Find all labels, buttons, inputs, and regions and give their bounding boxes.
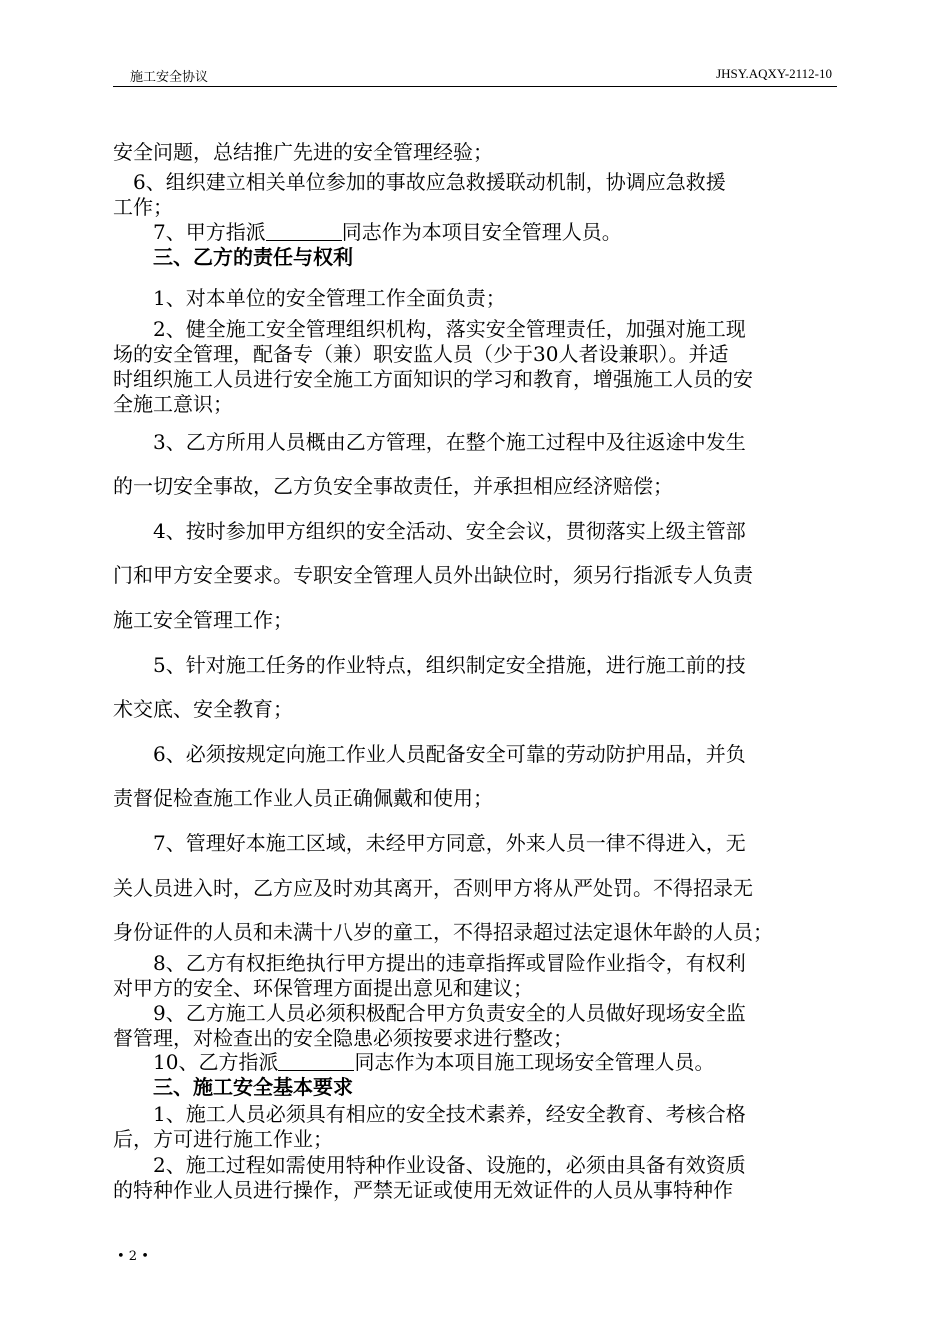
body-line: 身份证件的人员和未满十八岁的童工，不得招录超过法定退休年龄的人员； — [113, 920, 773, 944]
page-number: • 2 • — [117, 1249, 149, 1264]
body-line: 7、管理好本施工区域，未经甲方同意，外来人员一律不得进入，无 — [113, 831, 746, 855]
body-line: 责督促检查施工作业人员正确佩戴和使用； — [113, 786, 493, 810]
body-line: 术交底、安全教育； — [113, 697, 293, 721]
body-line — [113, 1050, 714, 1074]
blank-underline — [278, 1052, 354, 1071]
body-line: 对甲方的安全、环保管理方面提出意见和建议； — [113, 976, 533, 1000]
body-line: 工作； — [113, 195, 173, 219]
body-line: 的特种作业人员进行操作，严禁无证或使用无效证件的人员从事特种作 — [113, 1178, 733, 1202]
clause-prefix: 10、乙方指派 — [113, 1050, 279, 1074]
body-line: 关人员进入时，乙方应及时劝其离开，否则甲方将从严处罚。不得招录无 — [113, 876, 753, 900]
header-title: 施工安全协议 — [130, 70, 209, 85]
clause-prefix: 7、甲方指派 — [113, 220, 266, 244]
section-heading: 三、乙方的责任与权利 — [113, 245, 353, 269]
body-line: 施工安全管理工作； — [113, 608, 293, 632]
body-line: 4、按时参加甲方组织的安全活动、安全会议，贯彻落实上级主管部 — [113, 519, 746, 543]
body-line: 6、组织建立相关单位参加的事故应急救援联动机制，协调应急救援 — [113, 170, 726, 194]
body-line: 2、施工过程如需使用特种作业设备、设施的，必须由具备有效资质 — [113, 1153, 746, 1177]
section-heading: 三、施工安全基本要求 — [113, 1075, 353, 1099]
body-line: 6、必须按规定向施工作业人员配备安全可靠的劳动防护用品，并负 — [113, 742, 746, 766]
body-line: 1、对本单位的安全管理工作全面负责； — [113, 286, 506, 310]
body-line: 2、健全施工安全管理组织机构，落实安全管理责任，加强对施工现 — [113, 317, 746, 341]
header-doc-number: JHSY.AQXY-2112-10 — [716, 66, 832, 81]
body-line: 门和甲方安全要求。专职安全管理人员外出缺位时，须另行指派专人负责 — [113, 563, 753, 587]
body-line: 3、乙方所用人员概由乙方管理，在整个施工过程中及往返途中发生 — [113, 430, 746, 454]
blank-underline — [266, 222, 342, 241]
body-line: 5、针对施工任务的作业特点，组织制定安全措施，进行施工前的技 — [113, 653, 746, 677]
body-line: 后，方可进行施工作业； — [113, 1127, 333, 1151]
header-rule — [113, 86, 837, 87]
body-line: 8、乙方有权拒绝执行甲方提出的违章指挥或冒险作业指令，有权利 — [113, 951, 746, 975]
body-line: 时组织施工人员进行安全施工方面知识的学习和教育，增强施工人员的安 — [113, 367, 753, 391]
clause-suffix: 同志作为本项目安全管理人员。 — [341, 220, 622, 244]
body-line: 安全问题，总结推广先进的安全管理经验； — [113, 140, 493, 164]
body-line: 9、乙方施工人员必须积极配合甲方负责安全的人员做好现场安全监 — [113, 1001, 746, 1025]
body-line: 的一切安全事故，乙方负安全事故责任，并承担相应经济赔偿； — [113, 474, 673, 498]
body-line: 全施工意识； — [113, 392, 233, 416]
body-line: 场的安全管理，配备专（兼）职安监人员（少于30人者设兼职）。并适 — [113, 342, 729, 366]
body-line: 1、施工人员必须具有相应的安全技术素养，经安全教育、考核合格 — [113, 1102, 746, 1126]
body-line: 督管理，对检查出的安全隐患必须按要求进行整改； — [113, 1026, 573, 1050]
clause-suffix: 同志作为本项目施工现场安全管理人员。 — [354, 1050, 715, 1074]
body-line — [113, 220, 622, 244]
